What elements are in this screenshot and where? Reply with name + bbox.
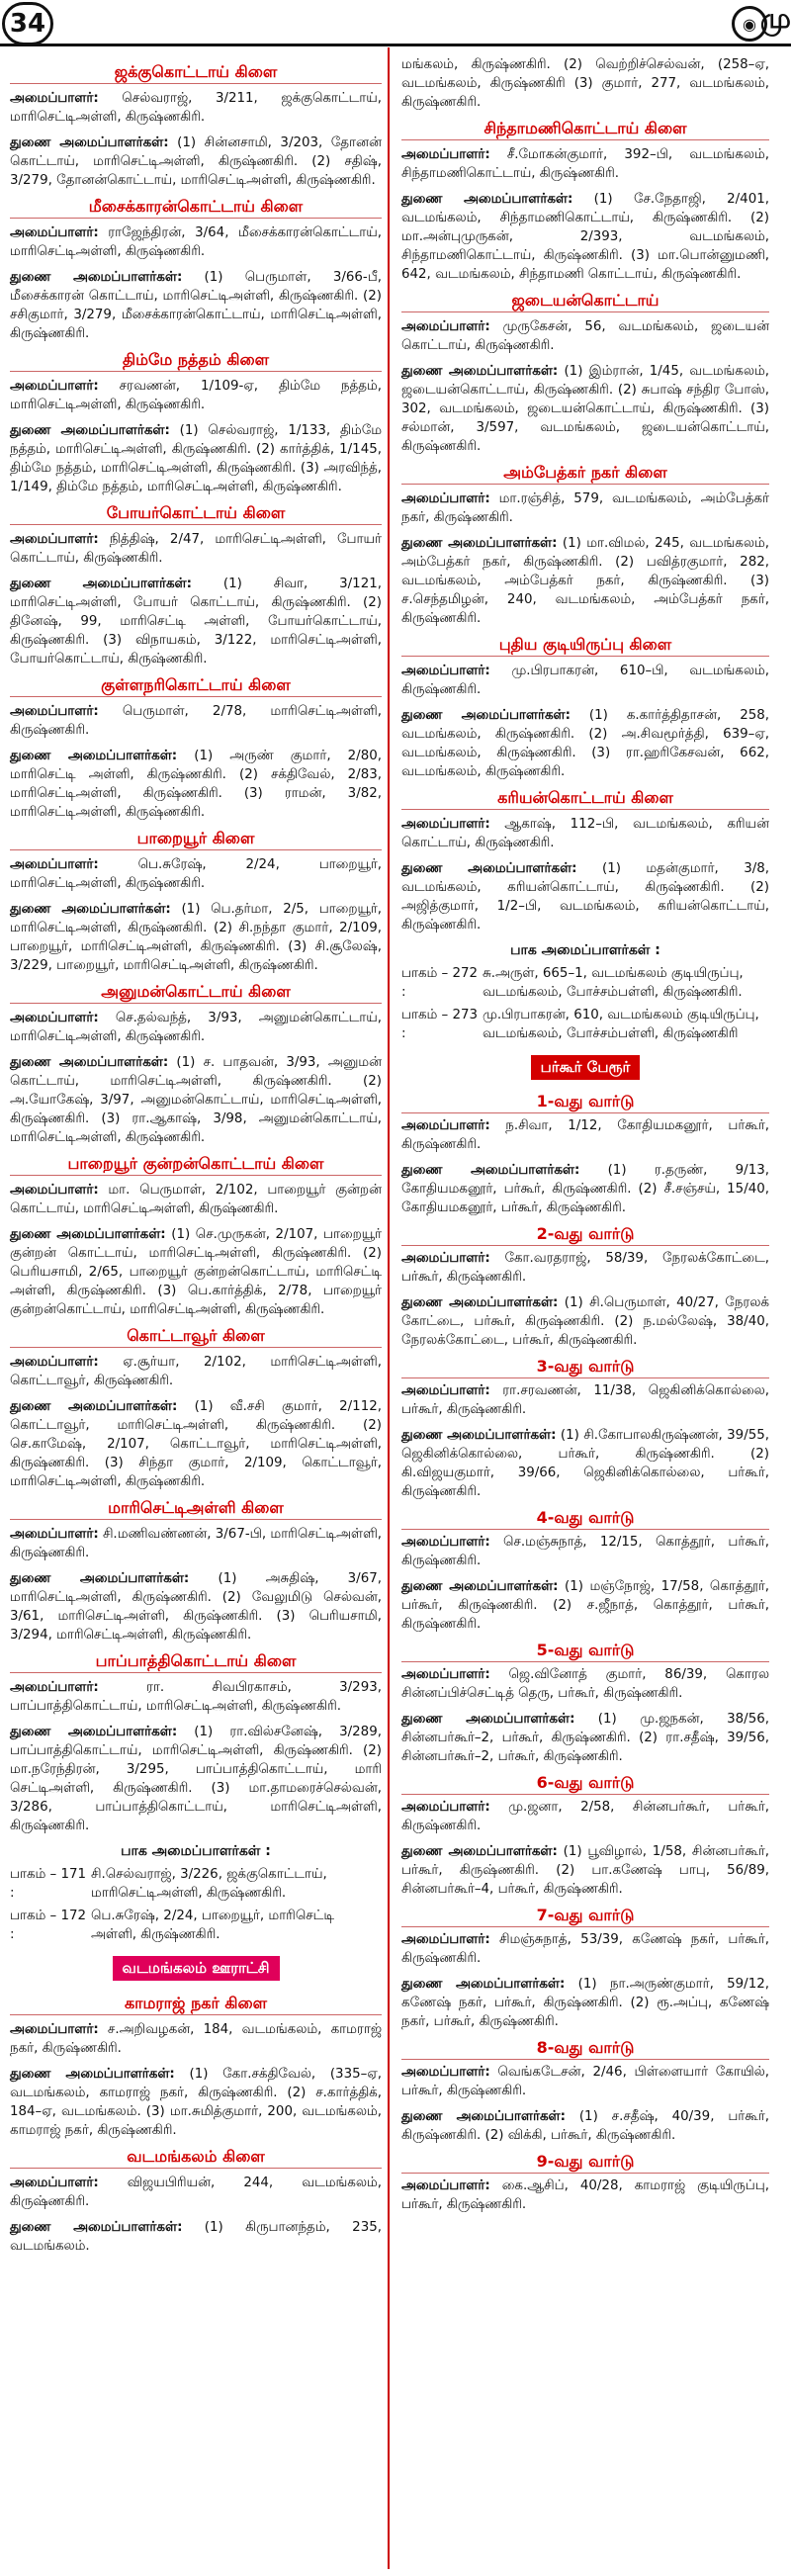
member-entry xyxy=(401,1249,769,1287)
booth-number: பாகம் – 273 : xyxy=(401,1008,479,1041)
role-label: துணை அமைப்பாளர்கள்: xyxy=(401,192,573,207)
role-label: அமைப்பாளர்: xyxy=(10,1011,99,1025)
member-details: (1) மா.விமல், 245, வடமங்கலம், அம்பேத்கர் நகர், கிருஷ்ணகிரி. (2) பவித்ரகுமார், 282, வடமங்கலம், அம்பேத்கர் நகர், கிருஷ்ணகிரி. (3) ச.செந்தமிழன், 240, வடமங்கலம், அம்பேத்கர் நகர், கிருஷ்ணகிரி. xyxy=(401,536,769,626)
member-details: (1) ச.சதீஷ், 40/39, பர்கூர், கிருஷ்ணகிரி. (2) விக்கி, பர்கூர், கிருஷ்ணகிரி. xyxy=(401,2109,769,2143)
booth-organizer-details: சி.செல்வராஜ், 3/226, ஜக்குகொட்டாய், மாரிசெட்டிஅள்ளி, கிருஷ்ணகிரி. xyxy=(91,1867,327,1901)
member-entry xyxy=(401,1293,769,1350)
role-label: அமைப்பாளர்: xyxy=(401,1383,490,1398)
member-details: சிமஞ்சுநாத், 53/39, கணேஷ் நகர், பர்கூர், கிருஷ்ணகிரி. xyxy=(401,1932,769,1966)
member-entry xyxy=(401,2176,769,2214)
member-details: பெருமாள், 2/78, மாரிசெட்டிஅள்ளி, கிருஷ்ணகிரி. xyxy=(10,704,382,738)
member-details: சரவணன், 1/109-ஏ, திம்மே நத்தம், மாரிசெட்டிஅள்ளி, கிருஷ்ணகிரி. xyxy=(10,379,382,412)
section-title: கொட்டாவூர் கிளை xyxy=(10,1326,382,1348)
booth-organizer-details: சு.அருள், 665–1, வடமங்கலம் குடியிருப்பு, வடமங்கலம், போச்சம்பள்ளி, கிருஷ்ணகிரி. xyxy=(483,966,744,1000)
member-entry xyxy=(10,1723,382,1835)
member-entry xyxy=(401,1798,769,1835)
member-entry xyxy=(401,317,769,355)
ward-title: 7-வது வார்டு xyxy=(401,1906,769,1927)
member-entry xyxy=(10,89,382,127)
member-details: பெ.சுரேஷ், 2/24, பாறையூர், மாரிசெட்டிஅள்ளி, கிருஷ்ணகிரி. xyxy=(10,857,382,891)
member-entry xyxy=(401,1665,769,1703)
member-details: (1) பெ.தர்மா, 2/5, பாறையூர், மாரிசெட்டிஅள்ளி, கிருஷ்ணகிரி. (2) சி.நந்தா குமார், 2/109, பாறையூர், மாரிசெட்டிஅள்ளி, கிருஷ்ணகிரி. (3) சி.சூலேஷ், 3/229, பாறையூர், மாரிசெட்டிஅள்ளி, கிருஷ்ணகிரி. xyxy=(10,902,382,973)
booth-organizer-details: பெ.சுரேஷ், 2/24, பாறையூர், மாரிசெட்டி அள்ளி, கிருஷ்ணகிரி. xyxy=(91,1909,334,1942)
role-label: அமைப்பாளர்: xyxy=(10,1183,99,1198)
continued-text: மங்கலம், கிருஷ்ணகிரி. (2) வெற்றிச்செல்வன், (258–ஏ, வடமங்கலம், கிருஷ்ணகிரி (3) குமார், 277, வடமங்கலம், கிருஷ்ணகிரி. xyxy=(401,57,769,110)
member-entry xyxy=(10,2020,382,2058)
role-label: துணை அமைப்பாளர்கள்: xyxy=(10,749,178,763)
role-label: அமைப்பாளர்: xyxy=(401,2065,490,2080)
left-column xyxy=(0,47,388,2569)
member-details: செ.தல்வந்த், 3/93, அனுமன்கொட்டாய், மாரிசெட்டிஅள்ளி, கிருஷ்ணகிரி. xyxy=(10,1011,382,1044)
booth-number: பாகம் – 272 : xyxy=(401,966,479,1000)
article-columns xyxy=(0,47,791,2569)
section-title: பாப்பாத்திகொட்டாய் கிளை xyxy=(10,1651,382,1673)
member-details: (1) ர.தருண், 9/13, கோதியமகனூர், பர்கூர், கிருஷ்ணகிரி. (2) சீ.சஞ்சய், 15/40, கோதியமகனூர், பர்கூர், கிருஷ்ணகிரி. xyxy=(401,1163,769,1215)
member-entry xyxy=(10,1353,382,1390)
member-entry xyxy=(401,534,769,628)
member-details: மு.ஜனா, 2/58, சின்னபர்கூர், பர்கூர், கிருஷ்ணகிரி. xyxy=(401,1800,769,1833)
role-label: துணை அமைப்பாளர்கள்: xyxy=(401,2109,566,2124)
page-number: 34 xyxy=(2,2,53,45)
member-entry xyxy=(401,1975,769,2031)
role-label: அமைப்பாளர்: xyxy=(401,1118,490,1133)
role-label: துணை அமைப்பாளர்கள்: xyxy=(10,2220,183,2235)
ward-title: 9-வது வார்டு xyxy=(401,2152,769,2174)
ward-title: 6-வது வார்டு xyxy=(401,1773,769,1795)
member-details: சீ.மோகன்குமார், 392–பி, வடமங்கலம், சிந்தாமணிகொட்டாய், கிருஷ்ணகிரி. xyxy=(401,147,769,181)
member-details: சி.மணிவண்ணன், 3/67-பி, மாரிசெட்டிஅள்ளி, கிருஷ்ணகிரி. xyxy=(10,1527,382,1560)
section-title: திம்மே நத்தம் கிளை xyxy=(10,350,382,372)
member-entry xyxy=(10,747,382,822)
region-banner: பர்கூர் பேரூர் xyxy=(531,1055,641,1080)
role-label: துணை அமைப்பாளர்கள்: xyxy=(401,364,559,379)
section-title: வடமங்கலம் கிளை xyxy=(10,2147,382,2169)
subheading: பாக அமைப்பாளர்கள் : xyxy=(510,942,660,958)
role-label: துணை அமைப்பாளர்கள்: xyxy=(401,1844,558,1859)
member-details: மா. பெருமாள், 2/102, பாறையூர் குன்றன் கொட்டாய், மாரிசெட்டிஅள்ளி, கிருஷ்ணகிரி. xyxy=(10,1183,382,1216)
member-details: (1) சின்னசாமி, 3/203, தோனன் கொட்டாய், மாரிசெட்டிஅள்ளி, கிருஷ்ணகிரி. (2) சதிஷ், 3/279, தோனன்கொட்டாய், மாரிசெட்டிஅள்ளி, கிருஷ்ணகிரி. xyxy=(10,135,382,188)
section-title: மீசைக்காரன்கொட்டாய் கிளை xyxy=(10,197,382,219)
member-entry xyxy=(401,1116,769,1154)
role-label: அமைப்பாளர்: xyxy=(401,664,490,678)
member-entry xyxy=(10,377,382,414)
role-label: துணை அமைப்பாளர்கள்: xyxy=(10,1055,169,1070)
page-header xyxy=(0,0,791,46)
member-entry xyxy=(10,2174,382,2211)
role-label: அமைப்பாளர்: xyxy=(10,1680,99,1695)
role-label: துணை அமைப்பாளர்கள்: xyxy=(401,1295,559,1310)
role-label: அமைப்பாளர்: xyxy=(401,147,490,162)
role-label: துணை அமைப்பாளர்கள்: xyxy=(401,1163,580,1178)
role-label: துணை அமைப்பாளர்கள்: xyxy=(401,861,577,876)
member-details: (1) இம்ரான், 1/45, வடமங்கலம், ஜடையன்கொட்டாய், கிருஷ்ணகிரி. (2) சுபாஷ் சந்திர போஸ், 302, வடமங்கலம், ஜடையன்கொட்டாய், கிருஷ்ணகிரி. (3) சல்மான், 3/597, வடமங்கலம், ஜடையன்கொட்டாய், கிருஷ்ணகிரி. xyxy=(401,364,769,454)
member-entry xyxy=(10,2218,382,2256)
member-details: ந.சிவா, 1/12, கோதியமகனூர், பர்கூர், கிருஷ்ணகிரி. xyxy=(401,1118,769,1152)
ward-title: 4-வது வார்டு xyxy=(401,1508,769,1530)
section-title: பாறையூர் குன்றன்கொட்டாய் கிளை xyxy=(10,1154,382,1176)
member-details: (1) கிருபானந்தம், 235, வடமங்கலம். xyxy=(10,2220,382,2254)
member-entry xyxy=(10,1181,382,1218)
member-details: (1) சி.பெருமாள், 40/27, நேரலக் கோட்டை, பர்கூர், கிருஷ்ணகிரி. (2) ந.மல்லேஷ், 38/40, நேரலக்கோட்டை, பர்கூர், கிருஷ்ணகிரி. xyxy=(401,1295,769,1348)
role-label: அமைப்பாளர்: xyxy=(401,1932,490,1947)
section-title: குள்ளநரிகொட்டாய் கிளை xyxy=(10,675,382,697)
member-entry xyxy=(401,190,769,284)
role-label: அமைப்பாளர்: xyxy=(10,532,99,547)
role-label: அமைப்பாளர்: xyxy=(401,817,490,832)
member-entry xyxy=(401,1381,769,1419)
section-title: மாரிசெட்டிஅள்ளி கிளை xyxy=(10,1498,382,1520)
section-title: புதிய குடியிருப்பு கிளை xyxy=(401,635,769,657)
member-details: ரா.சரவணன், 11/38, ஜெகினிக்கொல்லை, பர்கூர், கிருஷ்ணகிரி. xyxy=(401,1383,769,1417)
member-entry xyxy=(10,900,382,975)
ward-title: 3-வது வார்டு xyxy=(401,1357,769,1378)
member-details: ஜெ.வினோத் குமார், 86/39, கொரல சின்னப்பிச்செட்டித் தெரு, பர்கூர், கிருஷ்ணகிரி. xyxy=(401,1667,769,1701)
role-label: துணை அமைப்பாளர்கள்: xyxy=(10,1227,166,1242)
member-details: (1) க.கார்த்திதாசன், 258, வடமங்கலம், கிருஷ்ணகிரி. (2) அ.சிவமூர்த்தி, 639–ஏ, வடமங்கலம், கிருஷ்ணகிரி. (3) ரா.ஹரிகேசவன், 662, வடமங்கலம், கிருஷ்ணகிரி. xyxy=(401,708,770,779)
section-title: கரியன்கொட்டாய் கிளை xyxy=(401,788,769,810)
role-label: துணை அமைப்பாளர்கள்: xyxy=(401,1579,559,1594)
member-details: ராஜேந்திரன், 3/64, மீசைக்காரன்கொட்டாய், மாரிசெட்டிஅள்ளி, கிருஷ்ணகிரி. xyxy=(10,225,382,259)
member-entry xyxy=(10,1678,382,1716)
member-details: (1) அருண் குமார், 2/80, மாரிசெட்டி அள்ளி, கிருஷ்ணகிரி. (2) சக்திவேல், 2/83, மாரிசெட்டிஅள்ளி, கிருஷ்ணகிரி. (3) ராமன், 3/82, மாரிசெட்டிஅள்ளி, கிருஷ்ணகிரி. xyxy=(10,749,382,820)
member-details: ரா. சிவபிரகாசம், 3/293, பாப்பாத்திகொட்டாய், மாரிசெட்டிஅள்ளி, கிருஷ்ணகிரி. xyxy=(10,1680,382,1714)
role-label: துணை அமைப்பாளர்கள்: xyxy=(401,708,571,723)
member-details: ஆகாஷ், 112–பி, வடமங்கலம், கரியன் கொட்டாய், கிருஷ்ணகிரி. xyxy=(401,817,769,850)
role-label: துணை அமைப்பாளர்கள்: xyxy=(10,1571,190,1586)
role-label: துணை அமைப்பாளர்கள்: xyxy=(10,2067,175,2082)
member-details: (1) ரா.வில்சனேஷ், 3/289, பாப்பாத்திகொட்டாய், மாரிசெட்டிஅள்ளி, கிருஷ்ணகிரி. (2) மா.நரேந்திரன், 3/295, பாப்பாத்திகொட்டாய், மாரி செட்டிஅள்ளி, கிருஷ்ணகிரி. (3) மா.தாமரைச்செல்வன், 3/286, பாப்பாத்திகொட்டாய், மாரிசெட்டிஅள்ளி, கிருஷ்ணகிரி. xyxy=(10,1725,382,1833)
role-label: அமைப்பாளர்: xyxy=(10,1527,99,1542)
member-entry xyxy=(10,575,382,668)
role-label: துணை அமைப்பாளர்கள்: xyxy=(10,902,171,917)
role-label: துணை அமைப்பாளர்கள்: xyxy=(401,1977,566,1992)
member-entry xyxy=(10,1525,382,1562)
member-details: நித்திஷ், 2/47, மாரிசெட்டிஅள்ளி, போயர் கொட்டாய், கிருஷ்ணகிரி. xyxy=(10,532,382,566)
member-details: கை.ஆசிப், 40/28, காமராஜ் குடியிருப்பு, பர்கூர், கிருஷ்ணகிரி. xyxy=(401,2178,769,2212)
header-corner-text: மு xyxy=(759,2,791,35)
member-entry xyxy=(401,1710,769,1766)
member-details: ச.அறிவழகன், 184, வடமங்கலம், காமராஜ் நகர், கிருஷ்ணகிரி. xyxy=(10,2022,382,2056)
member-details: (1) அசுதிஷ், 3/67, மாரிசெட்டிஅள்ளி, கிருஷ்ணகிரி. (2) வேலுமிடு செல்வன், 3/61, மாரிசெட்டிஅள்ளி, கிருஷ்ணகிரி. (3) பெரியசாமி, 3/294, மாரிசெட்டிஅள்ளி, கிருஷ்ணகிரி. xyxy=(10,1571,382,1643)
role-label: துணை அமைப்பாளர்கள்: xyxy=(401,536,558,551)
member-entry xyxy=(401,2107,769,2145)
member-entry xyxy=(10,530,382,568)
member-details: ஏ.சூர்யா, 2/102, மாரிசெட்டிஅள்ளி, கொட்டாவூர், கிருஷ்ணகிரி. xyxy=(10,1355,382,1388)
member-entry xyxy=(10,1053,382,1147)
member-details: (1) மஞ்நோஜ், 17/58, கொத்தூர், பர்கூர், கிருஷ்ணகிரி. (2) ச.ஜீநாத், கொத்தூர், பர்கூர், கிருஷ்ணகிரி. xyxy=(401,1579,769,1632)
role-label: அமைப்பாளர்: xyxy=(401,491,490,506)
role-label: அமைப்பாளர்: xyxy=(10,704,99,719)
booth-number: பாகம் – 172 : xyxy=(10,1909,87,1942)
member-entry xyxy=(10,1225,382,1319)
section-title: அனுமன்கொட்டாய் கிளை xyxy=(10,982,382,1004)
ward-title: 5-வது வார்டு xyxy=(401,1641,769,1662)
member-details: முருகேசன், 56, வடமங்கலம், ஜடையன் கொட்டாய், கிருஷ்ணகிரி. xyxy=(401,319,769,353)
member-details: (1) மதன்குமார், 3/8, வடமங்கலம், கரியன்கொட்டாய், கிருஷ்ணகிரி. (2) அஜித்குமார், 1/2–பி, வடமங்கலம், கரியன்கொட்டாய், கிருஷ்ணகிரி. xyxy=(401,861,770,933)
role-label: துணை அமைப்பாளர்கள்: xyxy=(10,423,170,438)
role-label: துணை அமைப்பாளர்கள்: xyxy=(10,135,169,150)
member-entry xyxy=(401,1426,769,1501)
member-entry xyxy=(401,815,769,852)
member-entry xyxy=(401,1161,769,1217)
member-details: மா.ரஞ்சித், 579, வடமங்கலம், அம்பேத்கர் நகர், கிருஷ்ணகிரி. xyxy=(401,491,769,525)
member-entry xyxy=(401,1533,769,1570)
member-entry xyxy=(10,855,382,893)
role-label: துணை அமைப்பாளர்கள்: xyxy=(10,1725,178,1739)
member-details: செ.மஞ்சுநாத், 12/15, கொத்தூர், பர்கூர், கிருஷ்ணகிரி. xyxy=(401,1535,769,1568)
member-entry xyxy=(10,702,382,740)
booth-organizer-details: மு.பிரபாகரன், 610, வடமங்கலம் குடியிருப்பு, வடமங்கலம், போச்சம்பள்ளி, கிருஷ்ணகிரி xyxy=(483,1008,759,1041)
member-details: (1) வீ.சசி குமார், 2/112, கொட்டாவூர், மாரிசெட்டிஅள்ளி, கிருஷ்ணகிரி. (2) செ.காமேஷ், 2/107, கொட்டாவூர், மாரிசெட்டிஅள்ளி, கிருஷ்ணகிரி. (3) சிந்தா குமார், 2/109, கொட்டாவூர், மாரிசெட்டிஅள்ளி, கிருஷ்ணகிரி. xyxy=(10,1399,382,1489)
section-title: அம்பேத்கர் நகர் கிளை xyxy=(401,463,769,485)
role-label: அமைப்பாளர்: xyxy=(10,91,99,106)
role-label: அமைப்பாளர்: xyxy=(10,2022,99,2037)
section-title: போயர்கொட்டாய் கிளை xyxy=(10,503,382,525)
member-entry xyxy=(401,2063,769,2100)
role-label: துணை அமைப்பாளர்கள்: xyxy=(401,1428,557,1443)
section-title: ஜக்குகொட்டாய் கிளை xyxy=(10,62,382,84)
member-entry xyxy=(10,1569,382,1644)
role-label: அமைப்பாளர்: xyxy=(10,857,99,872)
role-label: அமைப்பாளர்: xyxy=(10,225,99,240)
member-details: (1) கோ.சக்திவேல், (335–ஏ, வடமங்கலம், காமராஜ் நகர், கிருஷ்ணகிரி. (2) ச.கார்த்திக், 184–ஏ, வடமங்கலம். (3) மா.சுமித்குமார், 200, வடமங்கலம், காமராஜ் நகர், கிருஷ்ணகிரி. xyxy=(10,2067,382,2138)
member-entry xyxy=(401,1577,769,1634)
member-entry xyxy=(10,223,382,261)
member-entry xyxy=(401,1842,769,1899)
subheading: பாக அமைப்பாளர்கள் : xyxy=(121,1843,271,1859)
member-details: (1) ச. பாதவன், 3/93, அனுமன் கொட்டாய், மாரிசெட்டிஅள்ளி, கிருஷ்ணகிரி. (2) அ.யோகேஷ், 3/97, அனுமன்கொட்டாய், மாரிசெட்டிஅள்ளி, கிருஷ்ணகிரி. (3) ரா.ஆகாஷ், 3/98, அனுமன்கொட்டாய், மாரிசெட்டிஅள்ளி, கிருஷ்ணகிரி. xyxy=(10,1055,382,1145)
member-details: (1) செல்வராஜ், 1/133, திம்மே நத்தம், மாரிசெட்டிஅள்ளி, கிருஷ்ணகிரி. (2) கார்த்திக், 1/145, திம்மே நத்தம், மாரிசெட்டிஅள்ளி, கிருஷ்ணகிரி. (3) அரவிந்த், 1/149, திம்மே நத்தம், மாரிசெட்டிஅள்ளி, கிருஷ்ணகிரி. xyxy=(10,423,382,494)
right-column xyxy=(388,47,775,2569)
member-entry xyxy=(401,859,769,934)
member-details: (1) சிவா, 3/121, மாரிசெட்டிஅள்ளி, போயர் கொட்டாய், கிருஷ்ணகிரி. (2) தினேஷ், 99, மாரிசெட்டி அள்ளி, போயர்கொட்டாய், கிருஷ்ணகிரி. (3) விநாயகம், 3/122, மாரிசெட்டிஅள்ளி, போயர்கொட்டாய், கிருஷ்ணகிரி. xyxy=(10,577,382,666)
member-entry xyxy=(10,133,382,190)
member-entry xyxy=(10,2065,382,2140)
booth-organizer-row xyxy=(10,1865,382,1903)
member-details: செல்வராஜ், 3/211, ஜக்குகொட்டாய், மாரிசெட்டிஅள்ளி, கிருஷ்ணகிரி. xyxy=(10,91,382,125)
member-entry xyxy=(401,362,769,456)
party-emblem-icon: ◉ xyxy=(732,6,767,42)
role-label: அமைப்பாளர்: xyxy=(401,1800,490,1815)
role-label: அமைப்பாளர்: xyxy=(401,1667,490,1682)
member-details: மு.பிரபாகரன், 610–பி, வடமங்கலம், கிருஷ்ணகிரி. xyxy=(401,664,769,697)
role-label: துணை அமைப்பாளர்கள்: xyxy=(10,577,192,591)
role-label: துணை அமைப்பாளர்கள்: xyxy=(10,270,183,285)
member-entry xyxy=(10,1397,382,1491)
section-title: காமராஜ் நகர் கிளை xyxy=(10,1994,382,2015)
member-details: (1) செ.முருகன், 2/107, பாறையூர் குன்றன் கொட்டாய், மாரிசெட்டிஅள்ளி, கிருஷ்ணகிரி. (2) பெரியசாமி, 2/65, பாறையூர் குன்றன்கொட்டாய், மாரிசெட்டி அள்ளி, கிருஷ்ணகிரி. (3) பெ.கார்த்திக், 2/78, பாறையூர் குன்றன்கொட்டாய், மாரிசெட்டிஅள்ளி, கிருஷ்ணகிரி. xyxy=(10,1227,382,1317)
role-label: அமைப்பாளர்: xyxy=(10,1355,99,1370)
member-entry xyxy=(401,662,769,699)
role-label: அமைப்பாளர்: xyxy=(401,1251,490,1266)
member-entry xyxy=(401,489,769,527)
booth-number: பாகம் – 171 : xyxy=(10,1867,87,1901)
member-details: (1) நா.அருண்குமார், 59/12, கணேஷ் நகர், பர்கூர், கிருஷ்ணகிரி. (2) ரூ.அப்பு, கணேஷ் நகர், பர்கூர், கிருஷ்ணகிரி. xyxy=(401,1977,769,2029)
ward-title: 1-வது வார்டு xyxy=(401,1092,769,1113)
section-title: ஜடையன்கொட்டாய் xyxy=(401,291,769,312)
member-entry xyxy=(401,145,769,183)
member-details: (1) சி.கோபாலகிருஷ்ணன், 39/55, ஜெகினிக்கொல்லை, பர்கூர், கிருஷ்ணகிரி. (2) கி.விஜயகுமார், 39/66, ஜெகினிக்கொல்லை, பர்கூர், கிருஷ்ணகிரி. xyxy=(401,1428,769,1499)
member-details: கோ.வரதராஜ், 58/39, நேரலக்கோட்டை, பர்கூர், கிருஷ்ணகிரி. xyxy=(401,1251,769,1285)
member-entry xyxy=(10,268,382,343)
member-entry xyxy=(401,706,769,781)
member-entry xyxy=(10,1009,382,1046)
member-entry xyxy=(401,1930,769,1968)
booth-organizer-row xyxy=(401,964,769,1002)
booth-organizer-row xyxy=(10,1907,382,1944)
section-title: சிந்தாமணிகொட்டாய் கிளை xyxy=(401,119,769,140)
role-label: அமைப்பாளர்: xyxy=(401,319,490,334)
booth-organizer-row xyxy=(401,1006,769,1043)
ward-title: 8-வது வார்டு xyxy=(401,2038,769,2060)
member-details: விஜயபிரியன், 244, வடமங்கலம், கிருஷ்ணகிரி. xyxy=(10,2176,382,2209)
role-label: துணை அமைப்பாளர்கள்: xyxy=(401,1712,575,1727)
role-label: அமைப்பாளர்: xyxy=(401,2178,490,2193)
role-label: அமைப்பாளர்: xyxy=(401,1535,490,1550)
region-banner: வடமங்கலம் ஊராட்சி xyxy=(113,1956,280,1981)
section-title: பாறையூர் கிளை xyxy=(10,829,382,850)
ward-title: 2-வது வார்டு xyxy=(401,1224,769,1246)
member-details: வெங்கடேசன், 2/46, பிள்ளையார் கோயில், பர்கூர், கிருஷ்ணகிரி. xyxy=(401,2065,769,2098)
role-label: அமைப்பாளர்: xyxy=(10,2176,99,2190)
member-details: (1) பெருமாள், 3/66-பீ, மீசைக்காரன் கொட்டாய், மாரிசெட்டிஅள்ளி, கிருஷ்ணகிரி. (2) சசிகுமார், 3/279, மீசைக்காரன்கொட்டாய், மாரிசெட்டிஅள்ளி, கிருஷ்ணகிரி. xyxy=(10,270,382,341)
member-details: (1) சே.நேதாஜி, 2/401, வடமங்கலம், சிந்தாமணிகொட்டாய், கிருஷ்ணகிரி. (2) மா.அன்புமுருகன், 2/393, வடமங்கலம், சிந்தாமணிகொட்டாய், கிருஷ்ணகிரி. (3) மா.பொன்னுமணி, 642, வடமங்கலம், சிந்தாமணி கொட்டாய், கிருஷ்ணகிரி. xyxy=(401,192,769,282)
member-entry xyxy=(10,421,382,496)
role-label: துணை அமைப்பாளர்கள்: xyxy=(10,1399,178,1414)
member-details: (1) மு.ஜநகன், 38/56, சின்னபர்கூர்–2, பர்கூர், கிருஷ்ணகிரி. (2) ரா.சதீஷ், 39/56, சின்னபர்கூர்–2, பர்கூர், கிருஷ்ணகிரி. xyxy=(401,1712,769,1764)
member-details: (1) பூவிழால், 1/58, சின்னபர்கூர், பர்கூர், கிருஷ்ணகிரி. (2) பா.கணேஷ் பாபு, 56/89, சின்னபர்கூர்–4, பர்கூர், கிருஷ்ணகிரி. xyxy=(401,1844,770,1897)
role-label: அமைப்பாளர்: xyxy=(10,379,99,394)
